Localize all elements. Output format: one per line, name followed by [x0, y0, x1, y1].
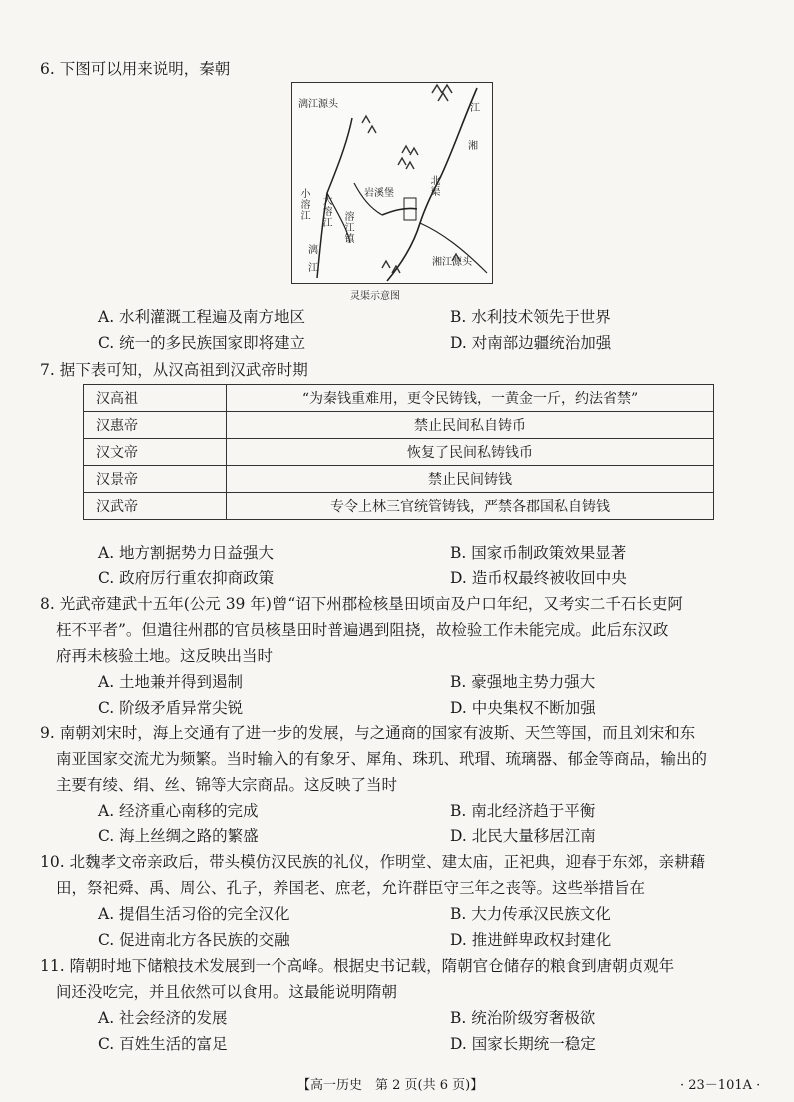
- label-yanguanpu: 岩溪堡: [364, 188, 394, 199]
- emperor-cell: 汉景帝: [84, 466, 227, 493]
- q10-line-1: 10. 北魏孝文帝亲政后，带头模仿汉民族的礼仪，作明堂、建太庙，正祀典，迎春于东郊，亲耕藉: [40, 853, 706, 871]
- q9-line-1: 9. 南朝刘宋时，海上交通有了进一步的发展，与之通商的国家有波斯、天竺等国，而且刘宋和东: [40, 724, 696, 742]
- label-da-rong-jiang: 大溶江: [320, 195, 331, 228]
- q6-option-b: B. 水利技术领先于世界: [450, 308, 611, 326]
- label-lijiang-source: 漓江源头: [298, 99, 338, 110]
- exam-code: · 23－101A ·: [680, 1078, 761, 1093]
- map-drawing: [292, 83, 492, 283]
- table-row: [84, 439, 714, 466]
- q9-option-d: D. 北民大量移居江南: [450, 827, 596, 845]
- q7-option-a: A. 地方割据势力日益强大: [98, 544, 275, 562]
- label-bei-qu: 北渠: [428, 175, 439, 197]
- q7-option-d: D. 造币权最终被收回中央: [450, 569, 627, 587]
- q10-option-d: D. 推进鲜卑政权封建化: [450, 931, 612, 949]
- map-caption: 灵渠示意图: [350, 291, 400, 302]
- label-jiang-char: 江: [308, 263, 318, 274]
- q9-option-b: B. 南北经济趋于平衡: [450, 802, 596, 820]
- emperor-cell: 汉惠帝: [84, 412, 227, 439]
- table-row: [84, 385, 714, 412]
- q7-stem: 7. 据下表可知，从汉高祖到汉武帝时期: [40, 361, 308, 379]
- policy-cell: 专令上林三官统管铸钱，严禁各郡国私自铸钱: [227, 493, 714, 520]
- page-footer: 【高一历史 第 2 页(共 6 页)】: [297, 1078, 484, 1093]
- emperor-cell: 汉高祖: [84, 385, 227, 412]
- label-li-char: 漓: [308, 245, 318, 256]
- q8-option-a: A. 土地兼并得到遏制: [98, 673, 244, 691]
- q9-option-a: A. 经济重心南移的完成: [98, 802, 259, 820]
- q7-table: [83, 384, 714, 520]
- policy-cell: 恢复了民间私铸钱币: [227, 439, 714, 466]
- label-xiangjiang-source: 湘江源头: [432, 257, 472, 268]
- q11-line-1: 11. 隋朝时地下储粮技术发展到一个高峰。根据史书记载，隋朝官仓储存的粮食到唐朝贞观年: [40, 957, 675, 975]
- q6-stem: 6. 下图可以用来说明，秦朝: [40, 60, 231, 78]
- q8-option-d: D. 中央集权不断加强: [450, 699, 596, 717]
- q8-line-2: 枉不平者”。但遣往州郡的官员核垦田时普遍遇到阻挠，故检验工作未能完成。此后东汉政: [56, 621, 669, 639]
- q10-option-a: A. 提倡生活习俗的完全汉化: [98, 905, 290, 923]
- q11-option-c: C. 百姓生活的富足: [98, 1035, 228, 1053]
- emperor-cell: 汉文帝: [84, 439, 227, 466]
- q6-option-d: D. 对南部边疆统治加强: [450, 334, 612, 352]
- table-row: [84, 466, 714, 493]
- q9-option-c: C. 海上丝绸之路的繁盛: [98, 827, 259, 845]
- policy-cell: 禁止民间私自铸币: [227, 412, 714, 439]
- q6-option-a: A. 水利灌溉工程遍及南方地区: [98, 308, 306, 326]
- q11-option-a: A. 社会经济的发展: [98, 1009, 228, 1027]
- table-row: [84, 493, 714, 520]
- q8-line-1: 8. 光武帝建武十五年(公元 39 年)曾“诏下州郡检核垦田顷亩及户口年纪，又考实二千石长吏阿: [40, 595, 683, 613]
- q8-option-c: C. 阶级矛盾异常尖锐: [98, 699, 244, 717]
- q9-line-2: 南亚国家交流尤为频繁。当时输入的有象牙、犀角、珠玑、玳瑁、琉璃器、郁金等商品，输出的: [56, 750, 708, 768]
- label-xiang: 湘: [468, 141, 478, 152]
- emperor-cell: 汉武帝: [84, 493, 227, 520]
- q10-line-2: 田，祭祀舜、禹、周公、孔子，养国老、庶老，允许群臣守三年之丧等。这些举措旨在: [56, 879, 646, 897]
- q11-option-d: D. 国家长期统一稳定: [450, 1035, 596, 1053]
- q10-option-b: B. 大力传承汉民族文化: [450, 905, 611, 923]
- q7-option-c: C. 政府厉行重农抑商政策: [98, 569, 275, 587]
- label-li-jiang: 江: [470, 103, 480, 114]
- q9-line-3: 主要有绫、绢、丝、锦等大宗商品。这反映了当时: [56, 776, 398, 794]
- q11-option-b: B. 统治阶级穷奢极欲: [450, 1009, 596, 1027]
- q11-line-2: 间还没吃完，并且依然可以食用。这最能说明隋朝: [56, 983, 398, 1001]
- table-row: [84, 412, 714, 439]
- q7-option-b: B. 国家币制政策效果显著: [450, 544, 627, 562]
- q8-line-3: 府再未核验土地。这反映出当时: [56, 647, 274, 665]
- label-xiao-rong-jiang: 小溶江: [298, 188, 309, 221]
- policy-cell: “为秦钱重难用，更令民铸钱，一黄金一斤，约法省禁”: [227, 385, 714, 412]
- q8-option-b: B. 豪强地主势力强大: [450, 673, 596, 691]
- q6-option-c: C. 统一的多民族国家即将建立: [98, 334, 306, 352]
- label-rongjiang-town: 溶江镇: [342, 211, 353, 244]
- q10-option-c: C. 促进南北方各民族的交融: [98, 931, 290, 949]
- policy-cell: 禁止民间铸钱: [227, 466, 714, 493]
- lingqu-map: [291, 82, 493, 284]
